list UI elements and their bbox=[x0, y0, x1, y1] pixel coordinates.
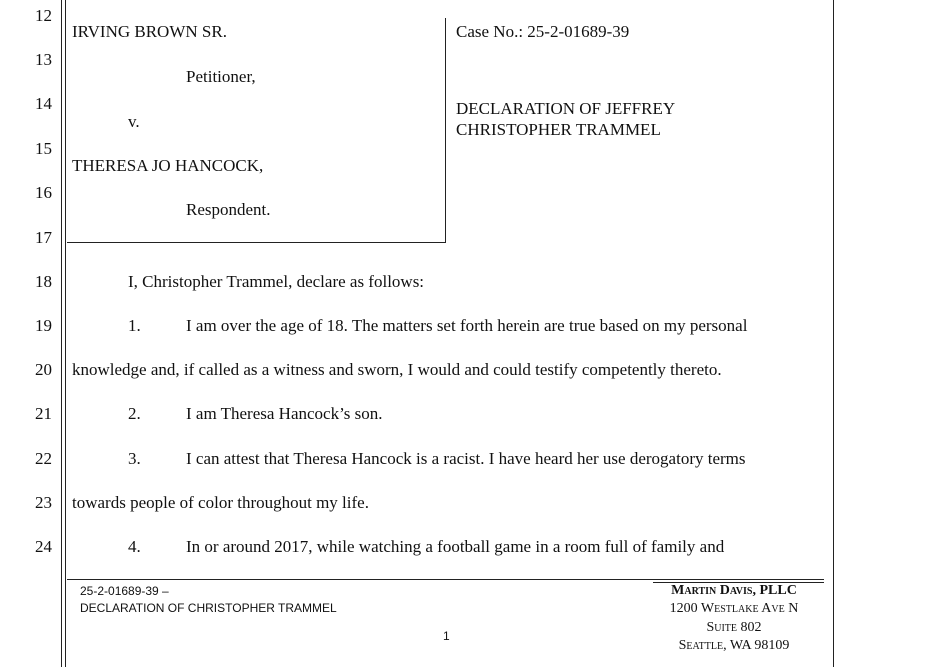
line-number: 24 bbox=[35, 537, 52, 556]
paragraph-number: 3. bbox=[128, 449, 141, 468]
paragraph-2-line-1: I am Theresa Hancock’s son. bbox=[186, 404, 383, 423]
paragraph-4-line-1: In or around 2017, while watching a football game in a room full of family and bbox=[186, 537, 725, 556]
firm-address-line3: Seattle, WA 98109 bbox=[678, 638, 790, 653]
line-number: 16 bbox=[35, 183, 52, 202]
footer-rule bbox=[67, 579, 824, 580]
line-number: 23 bbox=[35, 493, 52, 512]
caption-bottom-rule bbox=[67, 242, 446, 243]
paragraph-number: 4. bbox=[128, 537, 141, 556]
petitioner-role: Petitioner, bbox=[186, 67, 256, 86]
respondent-role: Respondent. bbox=[186, 200, 271, 219]
line-number: 19 bbox=[35, 316, 52, 335]
line-number: 18 bbox=[35, 272, 52, 291]
line-number: 22 bbox=[35, 449, 52, 468]
line-number: 15 bbox=[35, 139, 52, 158]
caption-divider bbox=[445, 18, 446, 243]
paragraph-1-line-2: knowledge and, if called as a witness and sworn, I would and could testify competently thereto. bbox=[72, 360, 722, 379]
firm-name: Martin Davis, PLLC bbox=[671, 583, 797, 598]
document-title-line2: CHRISTOPHER TRAMMEL bbox=[456, 120, 661, 139]
footer-case-ref: 25-2-01689-39 – bbox=[80, 584, 169, 598]
petitioner-name: IRVING BROWN SR. bbox=[72, 22, 227, 41]
respondent-name: THERESA JO HANCOCK, bbox=[72, 156, 264, 175]
line-number: 20 bbox=[35, 360, 52, 379]
paragraph-3-line-2: towards people of color throughout my life. bbox=[72, 493, 369, 512]
page-number: 1 bbox=[443, 629, 450, 643]
paragraph-1-line-1: I am over the age of 18. The matters set forth herein are true based on my personal bbox=[186, 316, 748, 335]
paragraph-number: 2. bbox=[128, 404, 141, 423]
right-margin-rule bbox=[833, 0, 834, 667]
line-numbers bbox=[0, 0, 56, 560]
line-number: 13 bbox=[35, 50, 52, 69]
left-margin-rule bbox=[61, 0, 62, 667]
paragraph-number: 1. bbox=[128, 316, 141, 335]
left-margin-rule-inner bbox=[65, 0, 66, 667]
paragraph-3-line-1: I can attest that Theresa Hancock is a racist. I have heard her use derogatory terms bbox=[186, 449, 746, 468]
firm-address-line2: Suite 802 bbox=[706, 620, 762, 635]
case-number: Case No.: 25-2-01689-39 bbox=[456, 22, 630, 41]
document-title-line1: DECLARATION OF JEFFREY bbox=[456, 99, 676, 118]
line-number: 12 bbox=[35, 6, 52, 25]
declaration-intro: I, Christopher Trammel, declare as follows: bbox=[128, 272, 425, 291]
firm-address-line1: 1200 Westlake Ave N bbox=[669, 601, 799, 616]
versus: v. bbox=[128, 112, 140, 131]
line-number: 17 bbox=[35, 228, 52, 247]
line-number: 14 bbox=[35, 94, 52, 113]
line-number: 21 bbox=[35, 404, 52, 423]
footer-doc-ref: DECLARATION OF CHRISTOPHER TRAMMEL bbox=[80, 601, 337, 615]
